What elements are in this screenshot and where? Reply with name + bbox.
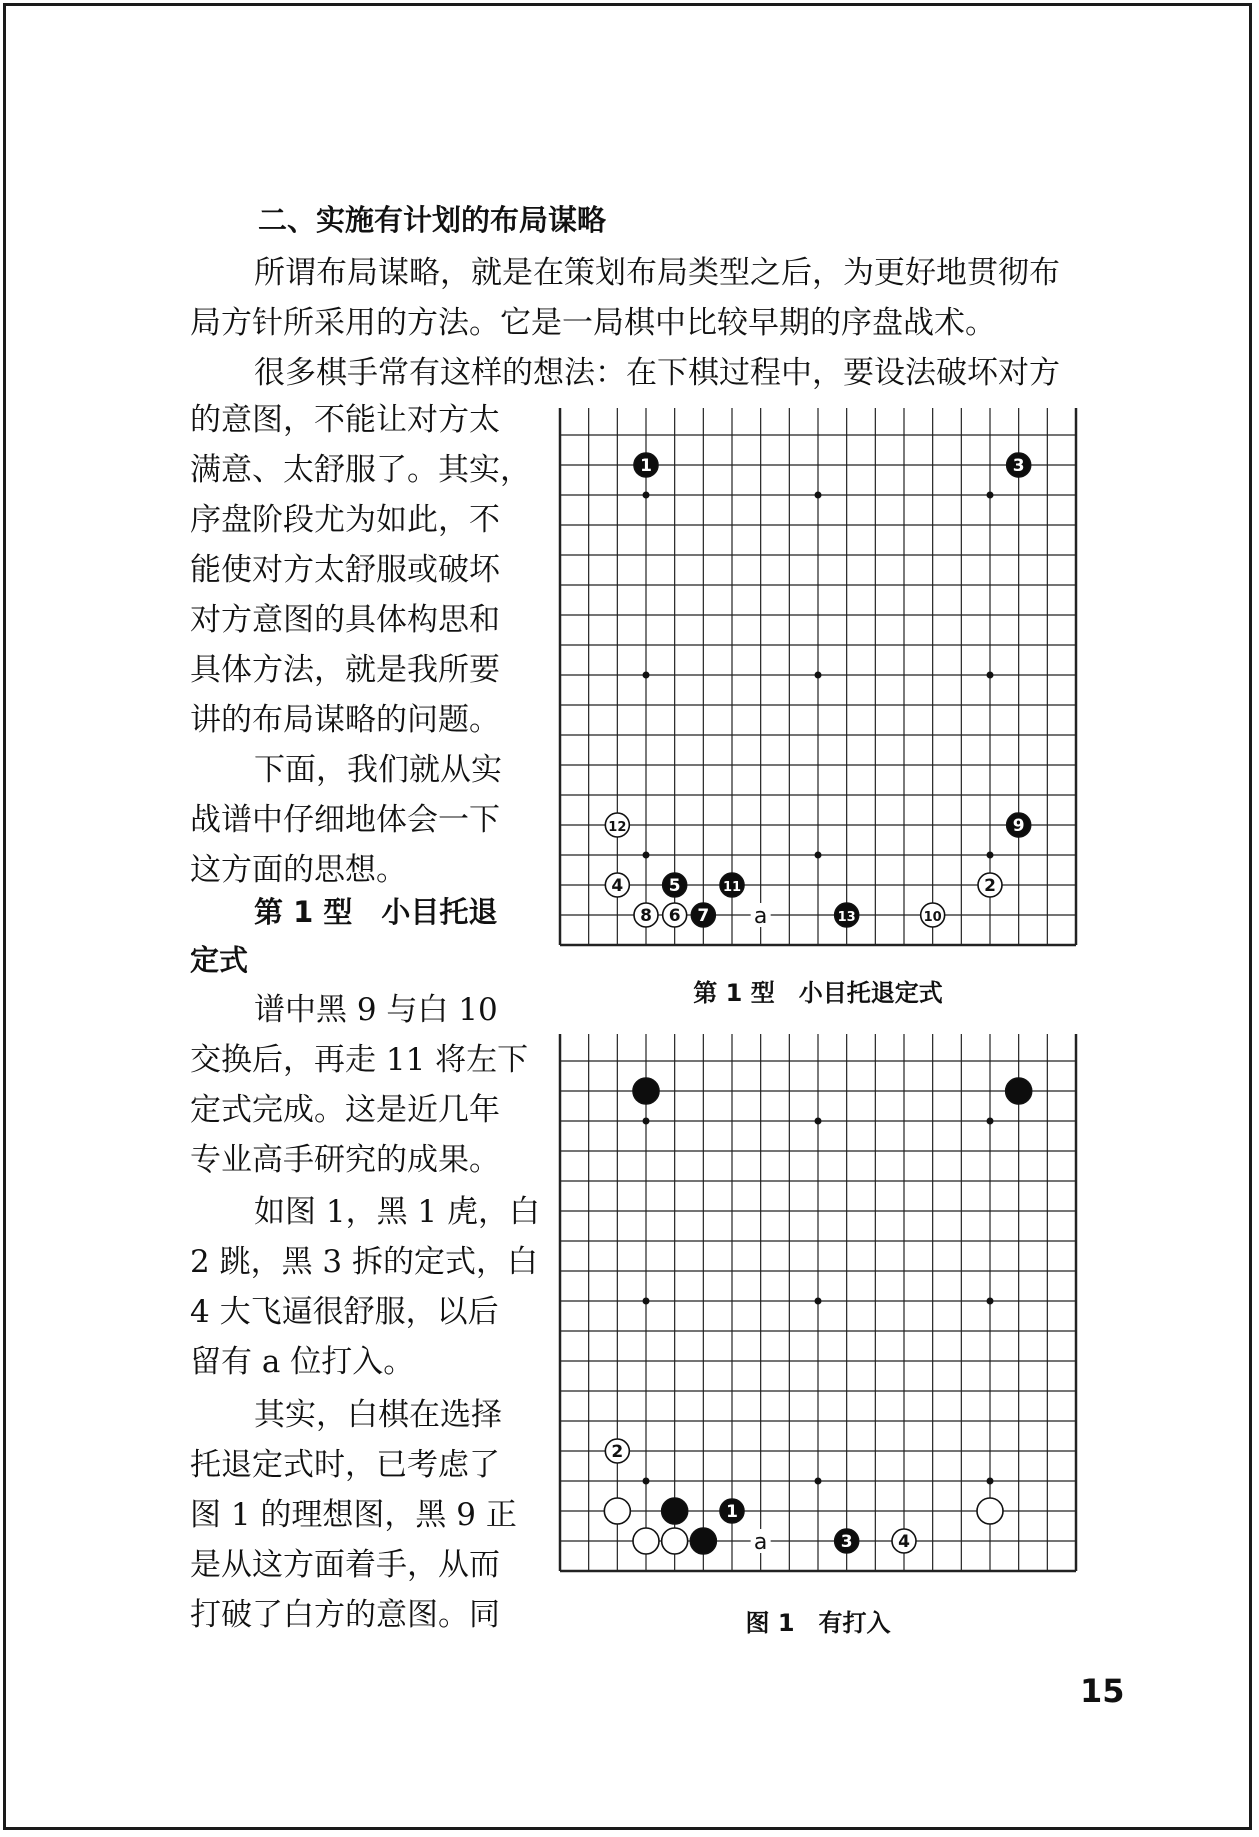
d1-star-point	[643, 492, 650, 499]
paragraph-line: 2 跳，黑 3 拆的定式，白	[190, 1244, 539, 1280]
page-number: 15	[1080, 1672, 1125, 1710]
paragraph-line: 如图 1，黑 1 虎，白	[254, 1194, 541, 1230]
intro-line-3: 很多棋手常有这样的想法：在下棋过程中，要设法破坏对方	[254, 355, 1060, 391]
d2-star-point	[815, 1298, 822, 1305]
d2-stone-number: 2	[611, 1442, 624, 1462]
paragraph-line: 对方意图的具体构思和	[190, 602, 500, 638]
d1-stone-number: 13	[837, 910, 856, 925]
d2-star-point	[987, 1298, 994, 1305]
type-heading-line2: 定式	[190, 943, 249, 977]
d1-star-point	[815, 672, 822, 679]
d2-star-point	[643, 1478, 650, 1485]
d1-stone-number: 4	[611, 876, 624, 896]
d2-stone-number: 4	[898, 1532, 910, 1552]
d1-star-point	[987, 492, 994, 499]
diagram-2-caption: 图 1 有打入	[745, 1609, 891, 1637]
d2-stone-number: 3	[840, 1532, 853, 1552]
d2-stone-black	[690, 1528, 716, 1554]
d2-stone-black	[662, 1498, 688, 1524]
d2-star-point	[643, 1118, 650, 1125]
go-diagram-1	[548, 408, 1088, 953]
paragraph-line: 其实，白棋在选择	[254, 1397, 502, 1433]
d2-star-point	[815, 1478, 822, 1485]
d1-stone-number: 8	[640, 906, 652, 926]
d2-stone-black	[1006, 1078, 1032, 1104]
paragraph-line: 讲的布局谋略的问题。	[190, 702, 500, 738]
d2-stone-white	[633, 1528, 659, 1554]
paragraph-line: 战谱中仔细地体会一下	[190, 802, 500, 838]
paragraph-line: 谱中黑 9 与白 10	[254, 992, 498, 1028]
section-heading: 二、实施有计划的布局谋略	[258, 203, 607, 237]
d1-star-point	[643, 672, 650, 679]
paragraph-line: 定式完成。这是近几年	[190, 1092, 500, 1128]
intro-line-1: 所谓布局谋略，就是在策划布局类型之后，为更好地贯彻布	[254, 255, 1060, 291]
d1-stone-number: 6	[668, 906, 681, 926]
d1-stone-number: 5	[668, 876, 681, 896]
type-heading-line1: 第 1 型 小目托退	[254, 895, 498, 929]
d2-stone-white	[662, 1528, 688, 1554]
paragraph-line: 下面，我们就从实	[254, 752, 502, 788]
d1-stone-number: 9	[1012, 816, 1025, 836]
d2-star-point	[987, 1118, 994, 1125]
d2-star-point	[643, 1298, 650, 1305]
d1-star-point	[987, 852, 994, 859]
d1-stone-number: 7	[697, 906, 710, 926]
d2-star-point	[987, 1478, 994, 1485]
d1-star-point	[815, 852, 822, 859]
paragraph-line: 满意、太舒服了。其实，	[190, 452, 531, 488]
d2-stone-white	[604, 1498, 630, 1524]
d1-stone-number: 11	[722, 880, 742, 895]
paragraph-line: 打破了白方的意图。同	[190, 1597, 500, 1633]
d1-stone-number: 3	[1012, 456, 1025, 476]
paragraph-line: 的意图，不能让对方太	[190, 402, 500, 438]
paragraph-line: 专业高手研究的成果。	[190, 1142, 500, 1178]
paragraph-line: 这方面的思想。	[190, 852, 407, 888]
paragraph-line: 留有 a 位打入。	[190, 1344, 415, 1380]
d1-star-point	[815, 492, 822, 499]
d1-star-point	[643, 852, 650, 859]
paragraph-line: 图 1 的理想图，黑 9 正	[190, 1497, 517, 1533]
d1-label-a: a	[753, 904, 768, 929]
d1-stone-number: 12	[608, 820, 627, 835]
paragraph-line: 具体方法，就是我所要	[190, 652, 500, 688]
d2-star-point	[815, 1118, 822, 1125]
d2-stone-black	[633, 1078, 659, 1104]
diagram-1-caption: 第 1 型 小目托退定式	[693, 979, 943, 1007]
paragraph-line: 4 大飞逼很舒服，以后	[190, 1294, 499, 1330]
paragraph-line: 交换后，再走 11 将左下	[190, 1042, 529, 1078]
paragraph-line: 是从这方面着手，从而	[190, 1547, 500, 1583]
go-diagram-2	[548, 1034, 1088, 1579]
d1-stone-number: 1	[640, 456, 652, 476]
paragraph-line: 序盘阶段尤为如此，不	[190, 502, 500, 538]
intro-line-2: 局方针所采用的方法。它是一局棋中比较早期的序盘战术。	[190, 305, 996, 341]
d2-label-a: a	[753, 1530, 768, 1555]
d2-stone-white	[977, 1498, 1003, 1524]
d1-stone-number: 10	[923, 910, 942, 925]
d2-stone-number: 1	[726, 1502, 738, 1522]
d1-stone-number: 2	[984, 876, 996, 896]
paragraph-line: 托退定式时，已考虑了	[190, 1447, 500, 1483]
d1-star-point	[987, 672, 994, 679]
paragraph-line: 能使对方太舒服或破坏	[190, 552, 500, 588]
